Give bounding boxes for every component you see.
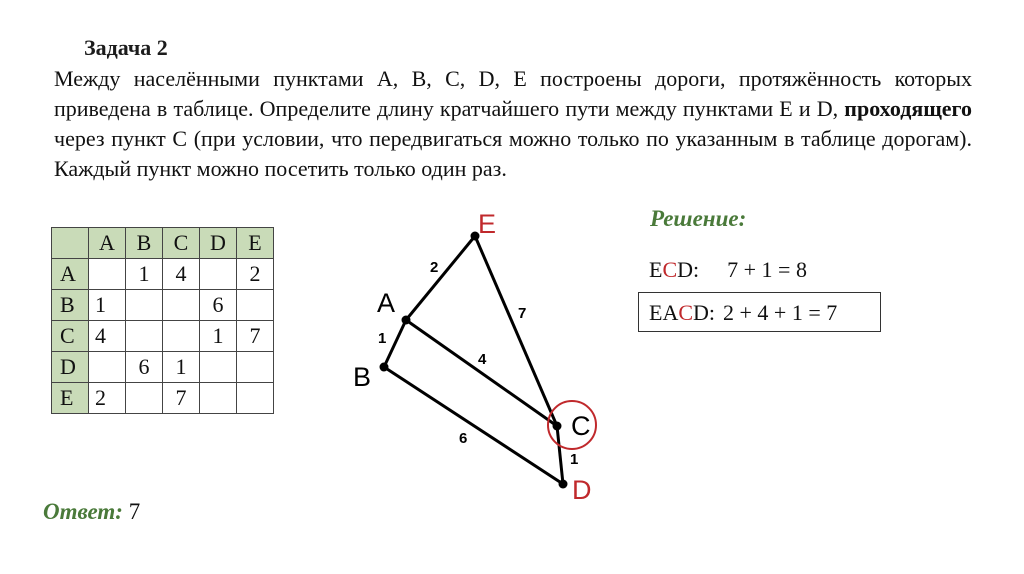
weight-a-b: 1 — [378, 330, 387, 347]
path2-part-d: D: — [693, 300, 716, 325]
table-cell: 1 — [126, 259, 163, 290]
edge-b-d — [384, 367, 563, 484]
table-cell: 6 — [126, 352, 163, 383]
answer-label: Ответ: — [43, 499, 123, 524]
vertex-b-label: B — [353, 362, 372, 392]
weight-a-c: 4 — [478, 351, 487, 368]
table-row-header: C — [52, 321, 89, 352]
solution-heading: Решение: — [650, 206, 747, 231]
path1-part-d: D: — [677, 257, 700, 282]
table-cell: 7 — [237, 321, 274, 352]
solution-path-eacd — [649, 300, 837, 326]
vertex-d-dot — [559, 480, 568, 489]
edge-a-b — [384, 320, 406, 367]
problem-text-part2: через пункт C (при условии, что передвигаться можно только по указанным в таблице дорогам). Каждый пункт можно посетить только один раз. — [54, 126, 972, 181]
edge-e-a — [406, 236, 475, 320]
weight-b-d: 6 — [459, 430, 468, 447]
path2-part-ea: EA — [649, 300, 679, 325]
vertex-e-label: E — [478, 209, 497, 239]
answer-line — [43, 499, 140, 525]
path2-expression: 2 + 4 + 1 = 7 — [723, 300, 838, 325]
table-header-cell: A — [89, 228, 126, 259]
weight-e-c: 7 — [518, 305, 527, 322]
vertex-a-label: A — [377, 288, 396, 318]
solution-path-ecd — [649, 257, 807, 283]
table-cell: 2 — [89, 383, 126, 414]
answer-value: 7 — [128, 499, 141, 524]
table-header-cell: B — [126, 228, 163, 259]
weight-e-a: 2 — [430, 259, 439, 276]
path1-part-a: E — [649, 257, 663, 282]
table-header-cell: D — [200, 228, 237, 259]
problem-text-bold: проходящего — [844, 96, 972, 121]
table-cell: 1 — [163, 352, 200, 383]
vertex-c-label: C — [571, 411, 591, 441]
table-row-header: B — [52, 290, 89, 321]
vertex-b-dot — [380, 363, 389, 372]
table-row-header: A — [52, 259, 89, 290]
table-cell: 4 — [163, 259, 200, 290]
edge-c-d — [557, 426, 563, 484]
table-cell: 1 — [89, 290, 126, 321]
weight-c-d: 1 — [570, 451, 579, 468]
table-cell: 6 — [200, 290, 237, 321]
path2-part-c-red: C — [678, 300, 694, 325]
problem-text-part1: Между населёнными пунктами A, B, C, D, E построены дороги, протяжённость которых приведена в таблице. Определите длину кратчайшего пути между пунктами E и D, — [54, 66, 972, 121]
vertex-c-dot — [553, 422, 562, 431]
table-header-cell: E — [237, 228, 274, 259]
table-row-header: D — [52, 352, 89, 383]
table-cell: 1 — [200, 321, 237, 352]
path1-part-c-red: C — [662, 257, 678, 282]
table-cell: 4 — [89, 321, 126, 352]
vertex-a-dot — [402, 316, 411, 325]
path1-expression: 7 + 1 = 8 — [727, 257, 807, 282]
table-row-header: E — [52, 383, 89, 414]
table-cell: 7 — [163, 383, 200, 414]
task-title: Задача 2 — [84, 35, 168, 60]
vertex-d-label: D — [572, 475, 592, 505]
table-header-cell: C — [163, 228, 200, 259]
table-cell: 2 — [237, 259, 274, 290]
